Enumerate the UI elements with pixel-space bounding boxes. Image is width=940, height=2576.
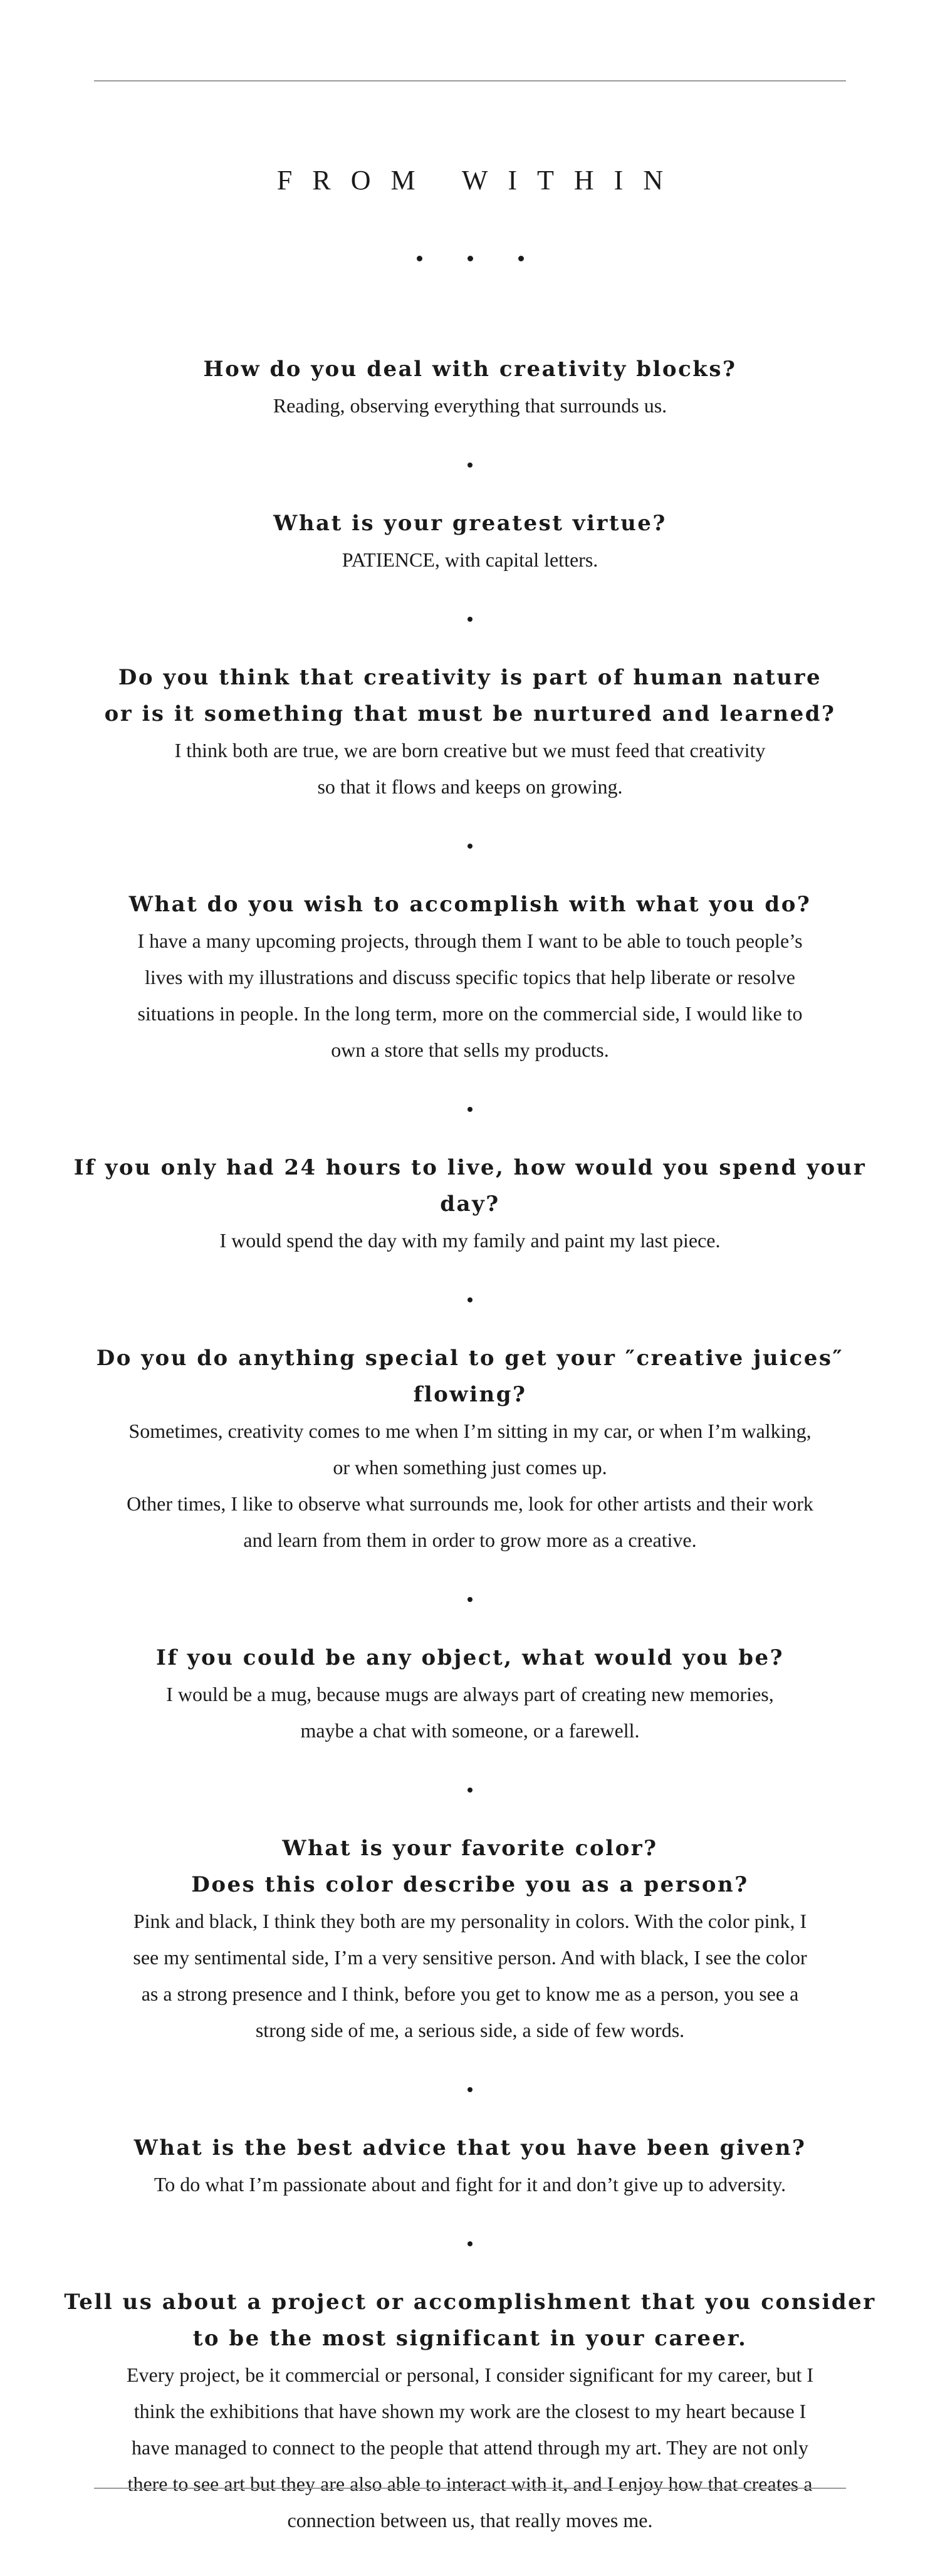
- separator-dot: [63, 1597, 877, 1602]
- qa-item: [63, 1340, 877, 1558]
- qa-item: [63, 351, 877, 424]
- qa-item: [63, 505, 877, 578]
- answer: I have a many upcoming projects, through them I want to be able to touch people’s lives with my illustrations and discuss specific topics that help liberate or resolve situations in people. In the long term, more on the commercial side, I would like to own a store that sells my products.: [137, 929, 803, 1061]
- answer: I would be a mug, because mugs are always part of creating new memories, maybe a chat with someone, or a farewell.: [166, 1683, 774, 1742]
- separator-dot: [63, 463, 877, 468]
- answer: Sometimes, creativity comes to me when I’m sitting in my car, or when I’m walking, or when something just comes up. Other times, I like to observe what surrounds me, look for other artists and their work and learn from them in order to grow more as a creative.: [127, 1420, 813, 1551]
- separator-dot: [63, 2087, 877, 2092]
- answer: Reading, observing everything that surrounds us.: [273, 394, 667, 417]
- bottom-divider: [94, 2488, 846, 2489]
- answer: I think both are true, we are born creative but we must feed that creativity so that it flows and keeps on growing.: [174, 739, 766, 798]
- question: What do you wish to accomplish with what you do?: [128, 892, 812, 917]
- qa-item: [63, 1640, 877, 1749]
- qa-item: [63, 886, 877, 1068]
- question: Tell us about a project or accomplishment that you consider to be the most significant in your career.: [64, 2290, 876, 2351]
- ornament-dot: [518, 256, 524, 261]
- top-divider: [94, 80, 846, 81]
- page-title: FROM WITHIN: [276, 165, 684, 196]
- ornament-dot: [417, 256, 422, 261]
- question: What is your favorite color? Does this color describe you as a person?: [191, 1836, 749, 1897]
- question: How do you deal with creativity blocks?: [203, 357, 737, 382]
- answer: Every project, be it commercial or personal, I consider significant for my career, but I think the exhibitions that have shown my work are the closest to my heart because I have managed to connect to the people that attend through my art. They are not only there to see art but they are also able to interact with it, and I enjoy how that creates a connection between us, that really moves me.: [126, 2364, 814, 2531]
- answer: PATIENCE, with capital letters.: [342, 548, 598, 571]
- question: Do you think that creativity is part of human nature or is it something that must be nurtured and learned?: [104, 665, 836, 726]
- separator-dot: [63, 1297, 877, 1302]
- separator-dot: [63, 2241, 877, 2246]
- qa-item: [63, 2130, 877, 2202]
- qa-item: [63, 659, 877, 805]
- question: If you only had 24 hours to live, how would you spend your day?: [73, 1155, 867, 1217]
- question: If you could be any object, what would you be?: [155, 1645, 785, 1670]
- answer: I would spend the day with my family and paint my last piece.: [219, 1229, 721, 1252]
- separator-dot: [63, 1788, 877, 1793]
- qa-item: [63, 1149, 877, 1259]
- ornament-dot: [467, 256, 473, 261]
- question: What is your greatest virtue?: [273, 511, 667, 536]
- separator-dot: [63, 1107, 877, 1112]
- answer: Pink and black, I think they both are my personality in colors. With the color pink, I see my sentimental side, I’m a very sensitive person. And with black, I see the color as a strong presence and I think, before you get to know me as a person, you see a strong side of me, a serious side, a side of few words.: [133, 1910, 807, 2041]
- question: What is the best advice that you have been given?: [133, 2135, 807, 2160]
- qa-item: [63, 1830, 877, 2048]
- separator-dot: [63, 844, 877, 849]
- answer: To do what I’m passionate about and fight for it and don’t give up to adversity.: [154, 2173, 786, 2196]
- question: Do you do anything special to get your ″creative juices″ flowing?: [96, 1346, 844, 1407]
- title-ornament: [0, 256, 940, 261]
- separator-dot: [63, 617, 877, 622]
- qa-list: [63, 351, 877, 2538]
- qa-item: [63, 2284, 877, 2538]
